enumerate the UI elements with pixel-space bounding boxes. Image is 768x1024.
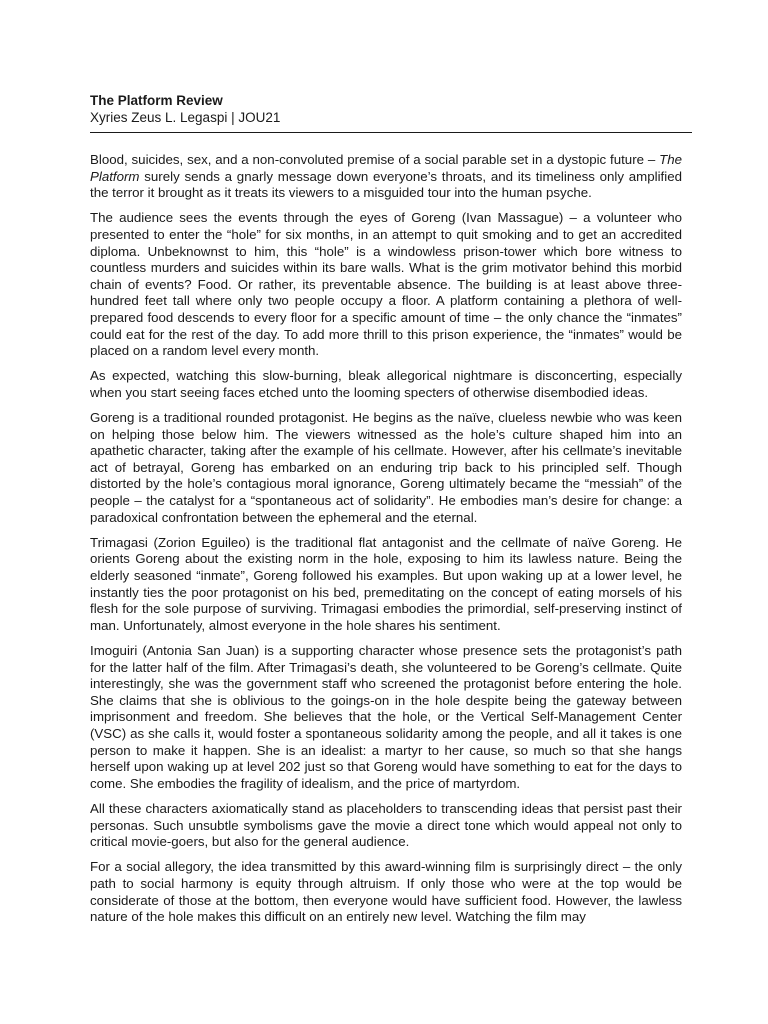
document-title: The Platform Review (90, 93, 223, 108)
film-title: The Platform (90, 152, 682, 184)
document-header (90, 92, 692, 126)
paragraph-intro: Blood, suicides, sex, and a non-convoluted premise of a social parable set in a dystopic future – The Platform surely sends a gnarly message down everyone’s throats, and its timeliness only amplified the terror it brought as it treats its viewers to a misguided tour into the human psyche. (90, 152, 682, 201)
paragraph-imoguiri: Imoguiri (Antonia San Juan) is a supporting character whose presence sets the protagonist’s path for the latter half of the film. After Trimagasi’s death, she volunteered to be Goreng’s cellmate. Quite interestingly, she was the government staff who screened the protagonist before entering the hole. She claims that she is oblivious to the goings-on in the hole despite being the gateway between imprisonment and freedom. She believes that the hole, or the Vertical Self-Management Center (VSC) as she calls it, would foster a spontaneous solidarity among the people, and all it takes is one person to make it happen. She is an idealist: a martyr to her cause, so much so that she hangs herself upon waking up at level 202 just so that Goreng would have something to eat for the days to come. She embodies the fragility of idealism, and the price of martyrdom. (90, 643, 682, 791)
paragraph-premise: The audience sees the events through the eyes of Goreng (Ivan Massague) – a volunteer who presented to enter the “hole” for six months, in an attempt to quit smoking and to get an accredited diploma. Unbeknownst to him, this “hole” is a windowless prison-tower which bore witness to countless murders and suicides within its bare walls. What is the grim motivator behind this morbid chain of events? Food. Or rather, its preventable absence. The building is at least above three-hundred feet tall where only two people occupy a floor. A platform containing a plethora of well-prepared food descends to every floor for a specific amount of time – the only chance the “inmates” could eat for the rest of the day. To add more thrill to this prison experience, the “inmates” would be placed on a random level every month. (90, 210, 682, 359)
paragraph-expectation: As expected, watching this slow-burning, bleak allegorical nightmare is disconcerting, especially when you start seeing faces etched unto the looming specters of otherwise disembodied ideas. (90, 368, 682, 400)
header-divider (90, 132, 692, 133)
paragraph-trimagasi: Trimagasi (Zorion Eguileo) is the traditional flat antagonist and the cellmate of naïve Goreng. He orients Goreng about the existing norm in the hole, exposing to him its lawless nature. Being the elderly seasoned “inmate”, Goreng followed his examples. But upon waking up at a lower level, he instantly ties the poor protagonist on his bed, premeditating on the concept of eating morsels of his flesh for the sole purpose of surviving. Trimagasi embodies the primordial, self-preserving instinct of man. Unfortunately, almost everyone in the hole shares his sentiment. (90, 534, 682, 633)
document-byline: Xyries Zeus L. Legaspi | JOU21 (90, 110, 281, 125)
paragraph-symbolism: All these characters axiomatically stand as placeholders to transcending ideas that persist past their personas. Such unsubtle symbolisms gave the movie a direct tone which would appeal not only to critical movie-goers, but also for the general audience. (90, 800, 682, 850)
paragraph-goreng: Goreng is a traditional rounded protagonist. He begins as the naïve, clueless newbie who was keen on helping those below him. The viewers witnessed as the hole’s culture shaped him into an apathetic character, taking after the example of his cellmate. However, after his cellmate’s inevitable act of betrayal, Goreng has embarked on an enduring trip back to his principled self. Though distorted by the hole’s contagious moral ignorance, Goreng ultimately became the “messiah” of the people – the catalyst for a “spontaneous act of solidarity”. He embodies man’s desire for change: a paradoxical confrontation between the ephemeral and the eternal. (90, 410, 682, 525)
paragraph-allegory: For a social allegory, the idea transmitted by this award-winning film is surprisingly direct – the only path to social harmony is equity through altruism. If only those who were at the top would be considerate of those at the bottom, then everyone would have sufficient food. However, the lawless nature of the hole makes this difficult on an entirely new level. Watching the film may (90, 859, 682, 925)
document-body (90, 152, 682, 934)
